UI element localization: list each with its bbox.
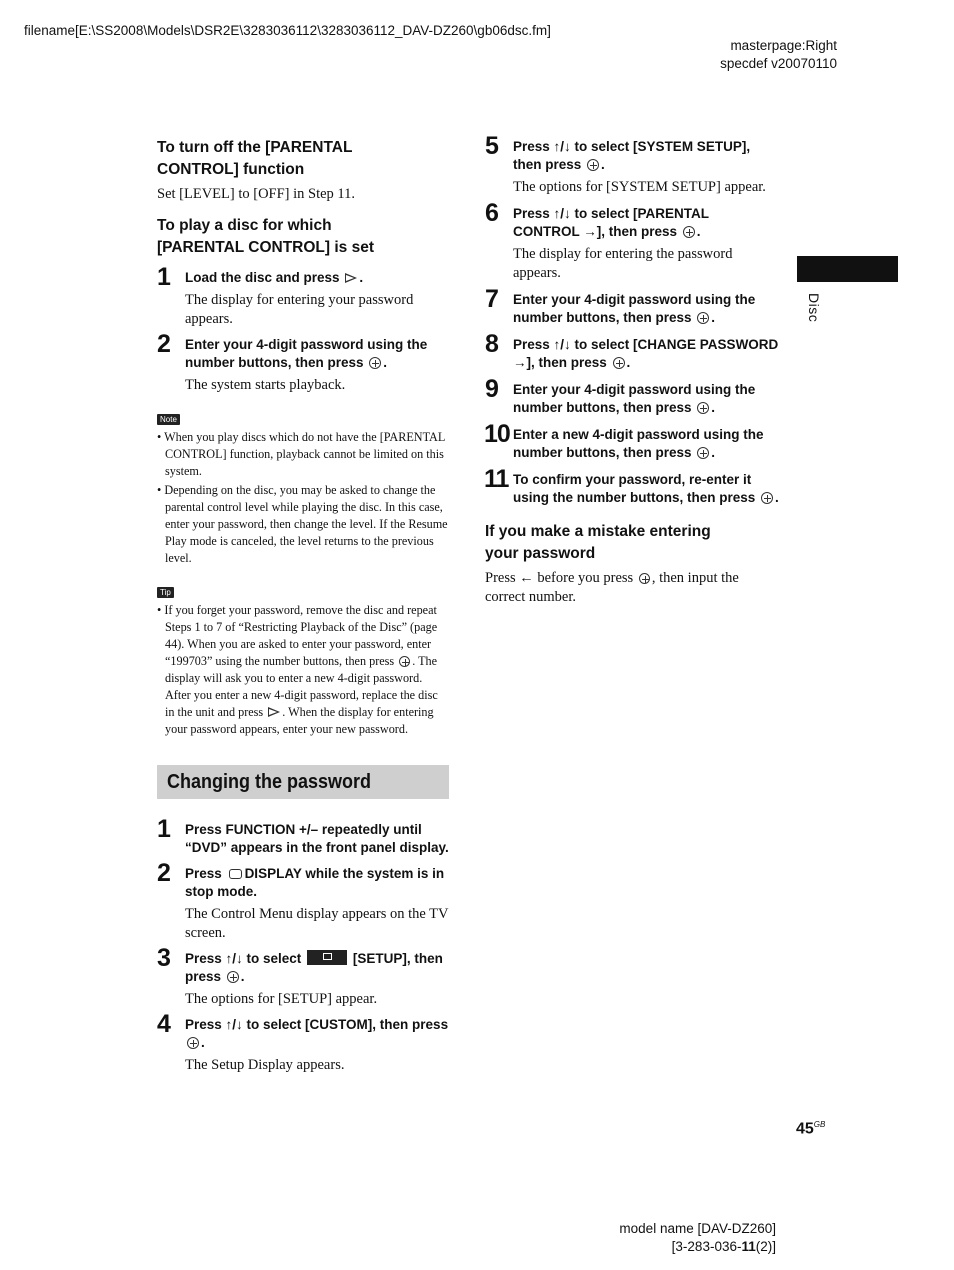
- chapter-tab-label: Disc: [806, 293, 822, 323]
- play-disc-heading: To play a disc for which [PARENTAL CONTROL] is set: [157, 217, 375, 256]
- note-item: • Depending on the disc, you may be asked to change the parental control level while playing the disc. In this case, enter your password, then change the level. If the Resume Play mode is canceled, the level returns to the previous level.: [157, 483, 448, 565]
- right-step-6: 6 Press ↑/↓ to select [PARENTAL CONTROL →], then press . The display for entering the password appears.: [485, 199, 733, 281]
- play-step-1: 1 Load the disc and press . The display for entering your password appears.: [157, 263, 414, 327]
- section-title: Changing the password: [167, 771, 372, 793]
- specdef-header: specdef v20070110: [720, 56, 837, 71]
- turn-off-heading: To turn off the [PARENTAL CONTROL] function: [157, 139, 353, 178]
- enter-icon: [399, 656, 410, 667]
- right-step-11: 11 To confirm your password, re-enter it using the number buttons, then press .: [484, 465, 779, 505]
- right-step-8: 8 Press ↑/↓ to select [CHANGE PASSWORD →], then press .: [485, 330, 779, 370]
- section-title-bar: [157, 765, 449, 799]
- chapter-tab: [797, 256, 898, 282]
- play-icon: [345, 273, 357, 283]
- enter-icon: [697, 402, 709, 414]
- enter-icon: [697, 447, 709, 459]
- right-step-7: 7 Enter your 4-digit password using the number buttons, then press .: [485, 285, 756, 325]
- filename-header: filename[E:\SS2008\Models\DSR2E\3283036112\3283036112_DAV-DZ260\gb06dsc.fm]: [24, 23, 551, 38]
- enter-icon: [227, 971, 239, 983]
- note-item: • When you play discs which do not have the [PARENTAL CONTROL] function, playback cannot be limited on this system.: [157, 430, 445, 478]
- left-column: [157, 137, 449, 738]
- tip-item: • If you forget your password, remove the disc and repeat Steps 1 to 7 of “Restricting Playback of the Disc” (page 44). When you are asked to enter your password, enter “199703” using the number buttons, then press . The display will ask you to enter a new 4-digit password. After you enter a new 4-digit password, replace the disc in the unit and press . When the display for entering your password appears, enter your new password.: [157, 603, 438, 736]
- code-footer: [3-283-036-11(2)]: [671, 1239, 776, 1254]
- change-password-steps: [157, 815, 449, 1075]
- model-name-footer: model name [DAV-DZ260]: [619, 1221, 776, 1236]
- change-step-4: 4 Press ↑/↓ to select [CUSTOM], then press . The Setup Display appears.: [157, 1010, 449, 1073]
- right-step-9: 9 Enter your 4-digit password using the number buttons, then press .: [485, 375, 756, 415]
- enter-icon: [613, 357, 625, 369]
- right-step-5: 5 Press ↑/↓ to select [SYSTEM SETUP], then press . The options for [SYSTEM SETUP] appear.: [485, 132, 766, 195]
- note-block: [157, 409, 449, 567]
- turn-off-body: Set [LEVEL] to [OFF] in Step 11.: [157, 186, 356, 202]
- right-column: [484, 132, 779, 607]
- play-step-2: 2 Enter your 4-digit password using the number buttons, then press . The system starts playback.: [157, 330, 428, 393]
- enter-icon: [683, 226, 695, 238]
- tip-block: [157, 582, 449, 738]
- play-icon: [268, 707, 280, 717]
- masterpage-header: masterpage:Right: [730, 38, 837, 53]
- toolbox-icon: [307, 950, 347, 965]
- enter-icon: [187, 1037, 199, 1049]
- display-icon: [229, 869, 242, 879]
- right-step-10: 10 Enter a new 4-digit password using the number buttons, then press .: [484, 420, 764, 460]
- enter-icon: [697, 312, 709, 324]
- change-step-2: 2 Press DISPLAY while the system is in stop mode. The Control Menu display appears on the TV screen.: [157, 859, 449, 941]
- mistake-heading: If you make a mistake entering your password: [485, 523, 711, 562]
- page-number: $45^{GB}$: [796, 1120, 826, 1138]
- enter-icon: [761, 492, 773, 504]
- note-label: Note: [157, 414, 180, 425]
- enter-icon: [369, 357, 381, 369]
- mistake-body: Press ← before you press , then input the correct number.: [485, 570, 739, 605]
- enter-icon: [639, 573, 650, 584]
- change-step-1: 1 Press FUNCTION +/– repeatedly until “DVD” appears in the front panel display.: [157, 815, 449, 855]
- tip-label: Tip: [157, 587, 174, 598]
- enter-icon: [587, 159, 599, 171]
- change-step-3: 3 Press ↑/↓ to select [SETUP], then press . The options for [SETUP] appear.: [157, 944, 443, 1007]
